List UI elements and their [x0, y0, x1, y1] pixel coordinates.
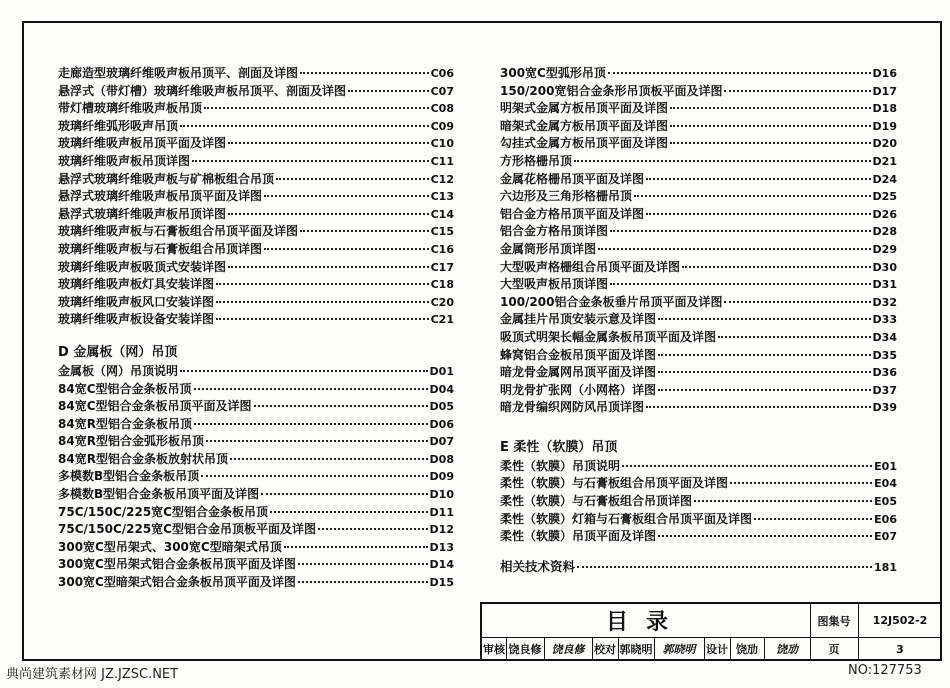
toc-entry[interactable] [500, 83, 897, 101]
toc-entry-title: 玻璃纤维吸声板灯具安装详图 [58, 277, 215, 292]
designer-signature: 饶劢 [776, 643, 798, 656]
leader-dots [577, 566, 872, 568]
toc-entry-title: 玻璃纤维弧形吸声吊顶 [58, 118, 179, 133]
toc-entry[interactable] [500, 100, 897, 118]
toc-entry[interactable] [58, 118, 454, 136]
leader-dots [694, 500, 872, 502]
toc-entry[interactable] [58, 574, 454, 592]
toc-entry-page: E07 [874, 530, 897, 544]
leader-dots [724, 301, 870, 303]
toc-entry[interactable] [500, 65, 897, 83]
toc-entry-title: 金属筒形吊顶详图 [500, 241, 597, 256]
leader-dots [206, 440, 428, 442]
leader-dots [318, 528, 428, 530]
leader-dots [670, 107, 871, 109]
leader-dots [300, 230, 429, 232]
toc-entry-title: 方形格栅吊顶 [500, 153, 573, 168]
toc-entry-title: 300宽C型吊架式铝合金条板吊顶平面及详图 [58, 557, 296, 572]
toc-entry[interactable] [58, 223, 454, 241]
toc-entry-page: D13 [429, 540, 454, 554]
toc-entry-page: C10 [430, 137, 454, 151]
toc-entry-page: D30 [872, 260, 897, 274]
leader-dots [670, 142, 871, 144]
toc-entry[interactable] [500, 511, 897, 529]
toc-entry[interactable] [500, 347, 897, 365]
leader-dots [658, 389, 871, 391]
toc-entry[interactable] [58, 171, 454, 189]
toc-entry-title: 蜂窝铝合金板吊顶平面及详图 [500, 347, 657, 362]
leader-dots [658, 535, 872, 537]
toc-entry[interactable] [500, 294, 897, 312]
toc-entry-title: 六边形及三角形格栅吊顶 [500, 189, 633, 204]
toc-entry[interactable] [58, 468, 454, 486]
toc-entry-title: 明架式金属方板吊顶平面及详图 [500, 101, 669, 116]
leader-dots [264, 195, 429, 197]
leader-dots [300, 72, 429, 74]
toc-entry-title: 多模数B型铝合金条板吊顶 [58, 469, 200, 484]
toc-entry-page: D04 [429, 382, 454, 396]
toc-entry-page: D19 [872, 119, 897, 133]
leader-dots [284, 546, 428, 548]
toc-entry-title: 暗架式金属方板吊顶平面及详图 [500, 118, 669, 133]
toc-entry[interactable] [500, 188, 897, 206]
toc-entry-page: C08 [430, 102, 454, 116]
toc-entry[interactable] [500, 382, 897, 400]
leader-dots [216, 301, 429, 303]
leader-dots [610, 230, 871, 232]
toc-entry-page: E06 [874, 512, 897, 526]
designer-name: 饶劢 [736, 643, 758, 656]
toc-entry-page: 181 [874, 560, 897, 574]
toc-entry-page: C16 [430, 242, 454, 256]
toc-entry[interactable] [500, 153, 897, 171]
toc-entry-title: 玻璃纤维吸声板与石膏板组合吊顶平面及详图 [58, 224, 299, 239]
toc-entry-page: D01 [429, 364, 454, 378]
reviewer-signature: 饶良修 [551, 643, 585, 656]
leader-dots [348, 90, 429, 92]
atlas-no-label: 图集号 [817, 614, 851, 628]
toc-entry[interactable] [58, 504, 454, 522]
section-e-heading: E 柔性（软膜）吊顶 [500, 439, 618, 455]
toc-entry-title: 大型吸声格栅组合吊顶平面及详图 [500, 259, 681, 274]
leader-dots [718, 336, 871, 338]
toc-entry-title: 悬浮式玻璃纤维吸声板吊顶详图 [58, 206, 227, 221]
toc-entry-title: 柔性（软膜）吊顶说明 [500, 458, 621, 473]
toc-entry[interactable] [58, 556, 454, 574]
toc-entry[interactable] [500, 364, 897, 382]
toc-entry[interactable] [58, 100, 454, 118]
toc-entry-page: D20 [872, 137, 897, 151]
toc-entry-page: C17 [430, 260, 454, 274]
leader-dots [724, 90, 870, 92]
checker-name: 郭晓明 [619, 643, 653, 656]
leader-dots [201, 475, 427, 477]
toc-left-column [58, 65, 454, 592]
toc-entry-page: C07 [430, 84, 454, 98]
watermark-left: 典尚建筑素材网 JZ.JZSC.NET [6, 667, 179, 682]
page-label: 页 [828, 643, 840, 656]
toc-entry-page: D18 [872, 102, 897, 116]
leader-dots [216, 318, 429, 320]
toc-entry-title: 84宽C型铝合金条板吊顶平面及详图 [58, 399, 252, 414]
toc-entry-title: 柔性（软膜）与石膏板组合吊顶平面及详图 [500, 476, 729, 491]
leader-dots [682, 266, 871, 268]
toc-entry-title: 悬浮式玻璃纤维吸声板与矿棉板组合吊顶 [58, 171, 275, 186]
toc-entry-page: D21 [872, 154, 897, 168]
check-label: 校对 [594, 643, 616, 656]
related-materials-entry[interactable] [500, 558, 897, 576]
toc-entry-page: D14 [429, 558, 454, 572]
leader-dots [598, 248, 871, 250]
leader-dots [261, 493, 427, 495]
toc-entry[interactable] [500, 259, 897, 277]
leader-dots [228, 142, 429, 144]
toc-entry-page: D06 [429, 417, 454, 431]
toc-entry-title: 84宽C型铝合金条板吊顶 [58, 381, 192, 396]
toc-entry-title: 勾挂式金属方板吊顶平面及详图 [500, 136, 669, 151]
toc-entry-title: 暗龙骨金属网吊顶平面及详图 [500, 365, 657, 380]
toc-entry[interactable] [58, 539, 454, 557]
toc-entry-title: 悬浮式（带灯槽）玻璃纤维吸声板吊顶平、剖面及详图 [58, 83, 347, 98]
toc-entry-page: C12 [430, 172, 454, 186]
toc-entry-title: 暗龙骨编织网防风吊顶详图 [500, 400, 645, 415]
toc-entry-page: C13 [430, 190, 454, 204]
toc-entry-page: D17 [872, 84, 897, 98]
sheet-title: 目录 [605, 610, 686, 635]
leader-dots [608, 72, 871, 74]
toc-entry-title: 带灯槽玻璃纤维吸声板吊顶 [58, 101, 203, 116]
leader-dots [216, 283, 429, 285]
toc-entry[interactable] [58, 311, 454, 329]
leader-dots [194, 388, 428, 390]
toc-entry-page: D32 [872, 295, 897, 309]
watermark-right: NO:127753 [848, 663, 922, 678]
leader-dots [298, 581, 428, 583]
toc-entry-title: 金属板（网）吊顶说明 [58, 363, 179, 378]
toc-entry-title: 玻璃纤维吸声板吊顶详图 [58, 153, 191, 168]
leader-dots [658, 371, 871, 373]
toc-entry-title: 金属挂片吊顶安装示意及详图 [500, 312, 657, 327]
toc-entry[interactable] [58, 416, 454, 434]
toc-entry[interactable] [58, 188, 454, 206]
toc-entry-page: D36 [872, 366, 897, 380]
toc-entry[interactable] [58, 276, 454, 294]
toc-entry-page: D07 [429, 435, 454, 449]
toc-entry-title: 300宽C型吊架式、300宽C型暗架式吊顶 [58, 539, 282, 554]
toc-entry-page: C18 [430, 278, 454, 292]
toc-entry-page: C15 [430, 225, 454, 239]
toc-entry-page: D10 [429, 488, 454, 502]
toc-entry[interactable] [500, 171, 897, 189]
toc-entry-title: 悬浮式玻璃纤维吸声板吊顶平面及详图 [58, 189, 263, 204]
toc-entry[interactable] [500, 241, 897, 259]
checker-signature: 郭晓明 [662, 643, 696, 656]
toc-entry-title: 75C/150C/225宽C型铝合金吊顶板平面及详图 [58, 522, 316, 537]
toc-entry[interactable] [58, 486, 454, 504]
leader-dots [646, 178, 871, 180]
toc-entry-page: C09 [430, 119, 454, 133]
toc-entry-page: D33 [872, 313, 897, 327]
leader-dots [658, 354, 871, 356]
toc-entry-title: 84宽R型铝合金条板放射状吊顶 [58, 451, 228, 466]
toc-entry-page: C11 [430, 154, 454, 168]
leader-dots [634, 195, 871, 197]
toc-entry-page: E05 [874, 495, 897, 509]
toc-entry-title: 玻璃纤维吸声板与石膏板组合吊顶详图 [58, 241, 263, 256]
leader-dots [574, 160, 871, 162]
toc-entry[interactable] [500, 223, 897, 241]
leader-dots [180, 125, 429, 127]
toc-entry-page: D29 [872, 242, 897, 256]
toc-entry[interactable] [500, 329, 897, 347]
leader-dots [298, 563, 428, 565]
toc-entry[interactable] [58, 521, 454, 539]
toc-entry-page: D26 [872, 207, 897, 221]
toc-entry-page: D05 [429, 400, 454, 414]
toc-entry-page: E01 [874, 459, 897, 473]
toc-entry[interactable] [58, 206, 454, 224]
toc-entry[interactable] [58, 381, 454, 399]
leader-dots [230, 458, 428, 460]
leader-dots [622, 465, 872, 467]
title-block [480, 602, 942, 661]
toc-entry-page: C20 [430, 295, 454, 309]
toc-entry-title: 玻璃纤维吸声板吊顶平面及详图 [58, 136, 227, 151]
toc-entry-title: 300宽C型弧形吊顶 [500, 66, 606, 80]
toc-entry-title: 玻璃纤维吸声板设备安装详图 [58, 312, 215, 327]
design-label: 设计 [706, 643, 728, 656]
toc-entry[interactable] [58, 433, 454, 451]
toc-entry-title: 铝合金方格吊顶详图 [500, 224, 609, 239]
leader-dots [270, 511, 428, 513]
toc-entry-page: D39 [872, 401, 897, 415]
leader-dots [228, 266, 429, 268]
leader-dots [658, 318, 871, 320]
toc-entry-page: D08 [429, 452, 454, 466]
leader-dots [730, 482, 872, 484]
toc-entry-title: 玻璃纤维吸声板吸顶式安装详图 [58, 259, 227, 274]
toc-entry[interactable] [58, 294, 454, 312]
toc-entry-page: D16 [872, 67, 897, 80]
toc-entry-page: D11 [429, 505, 454, 519]
toc-entry[interactable] [58, 65, 454, 83]
leader-dots [646, 406, 871, 408]
toc-entry-page: D28 [872, 225, 897, 239]
toc-entry[interactable] [500, 311, 897, 329]
leader-dots [204, 107, 429, 109]
page-number: 3 [896, 642, 904, 656]
toc-entry-title: 柔性（软膜）吊顶平面及详图 [500, 529, 657, 544]
leader-dots [264, 248, 429, 250]
toc-entry-page: D37 [872, 383, 897, 397]
toc-entry[interactable] [500, 399, 897, 417]
atlas-no-value: 12J502-2 [872, 614, 928, 627]
toc-entry-title: 相关技术资料 [500, 558, 576, 574]
toc-entry[interactable] [58, 241, 454, 259]
toc-entry-page: D31 [872, 278, 897, 292]
toc-entry-title: 铝合金方格吊顶平面及详图 [500, 206, 645, 221]
toc-entry-page: D09 [429, 470, 454, 484]
toc-entry-page: C14 [430, 207, 454, 221]
toc-entry-title: 150/200宽铝合金条形吊顶板平面及详图 [500, 83, 723, 98]
toc-entry[interactable] [58, 398, 454, 416]
toc-entry-page: D25 [872, 190, 897, 204]
leader-dots [610, 283, 871, 285]
leader-dots [194, 423, 428, 425]
toc-entry-title: 100/200铝合金条板垂片吊顶平面及详图 [500, 294, 723, 309]
toc-entry-title: 多模数B型铝合金条板吊顶平面及详图 [58, 487, 260, 502]
toc-entry-title: 金属花格栅吊顶平面及详图 [500, 171, 645, 186]
toc-entry[interactable] [58, 135, 454, 153]
toc-entry-title: 84宽R型铝合金弧形板吊顶 [58, 434, 204, 449]
toc-entry-title: 柔性（软膜）与石膏板组合吊顶详图 [500, 494, 693, 509]
leader-dots [180, 370, 428, 372]
leader-dots [670, 125, 871, 127]
toc-entry[interactable] [58, 153, 454, 171]
toc-entry[interactable] [500, 458, 897, 476]
toc-entry-title: 大型吸声板吊顶详图 [500, 277, 609, 292]
toc-entry-page: D24 [872, 172, 897, 186]
reviewer-name: 饶良修 [508, 643, 542, 656]
toc-right-column [500, 65, 897, 575]
leader-dots [192, 160, 429, 162]
toc-entry[interactable] [500, 135, 897, 153]
toc-entry-page: D15 [429, 576, 454, 590]
toc-entry[interactable] [58, 259, 454, 277]
toc-entry[interactable] [500, 493, 897, 511]
toc-entry-title: 75C/150C/225宽C型铝合金条板吊顶 [58, 504, 268, 519]
toc-entry-title: 柔性（软膜）灯箱与石膏板组合吊顶平面及详图 [500, 511, 753, 526]
leader-dots [228, 213, 429, 215]
toc-entry[interactable] [500, 528, 897, 546]
review-label: 审核 [483, 643, 505, 656]
toc-entry[interactable] [500, 475, 897, 493]
toc-entry-title: 84宽R型铝合金条板吊顶 [58, 416, 192, 431]
toc-entry-page: C21 [430, 313, 454, 327]
leader-dots [754, 518, 872, 520]
leader-dots [646, 213, 871, 215]
toc-entry-title: 吸顶式明架长幅金属条板吊顶平面及详图 [500, 329, 717, 344]
toc-entry[interactable] [58, 451, 454, 469]
toc-entry[interactable] [500, 118, 897, 136]
leader-dots [254, 405, 428, 407]
toc-entry-page: D35 [872, 348, 897, 362]
toc-entry-page: D34 [872, 330, 897, 344]
toc-entry-title: 玻璃纤维吸声板风口安装详图 [58, 294, 215, 309]
toc-entry-page: E04 [874, 477, 897, 491]
toc-entry[interactable] [500, 276, 897, 294]
toc-entry-page: C06 [430, 67, 454, 80]
toc-entry[interactable] [58, 83, 454, 101]
toc-entry-title: 明龙骨扩张网（小网格）详图 [500, 382, 657, 397]
leader-dots [276, 178, 429, 180]
toc-entry[interactable] [58, 363, 454, 381]
section-d-heading: D 金属板（网）吊顶 [58, 344, 178, 360]
toc-entry-title: 300宽C型暗架式铝合金条板吊顶平面及详图 [58, 575, 296, 590]
toc-entry-page: D12 [429, 523, 454, 537]
toc-entry-title: 走廊造型玻璃纤维吸声板吊顶平、剖面及详图 [58, 66, 299, 80]
toc-entry[interactable] [500, 206, 897, 224]
